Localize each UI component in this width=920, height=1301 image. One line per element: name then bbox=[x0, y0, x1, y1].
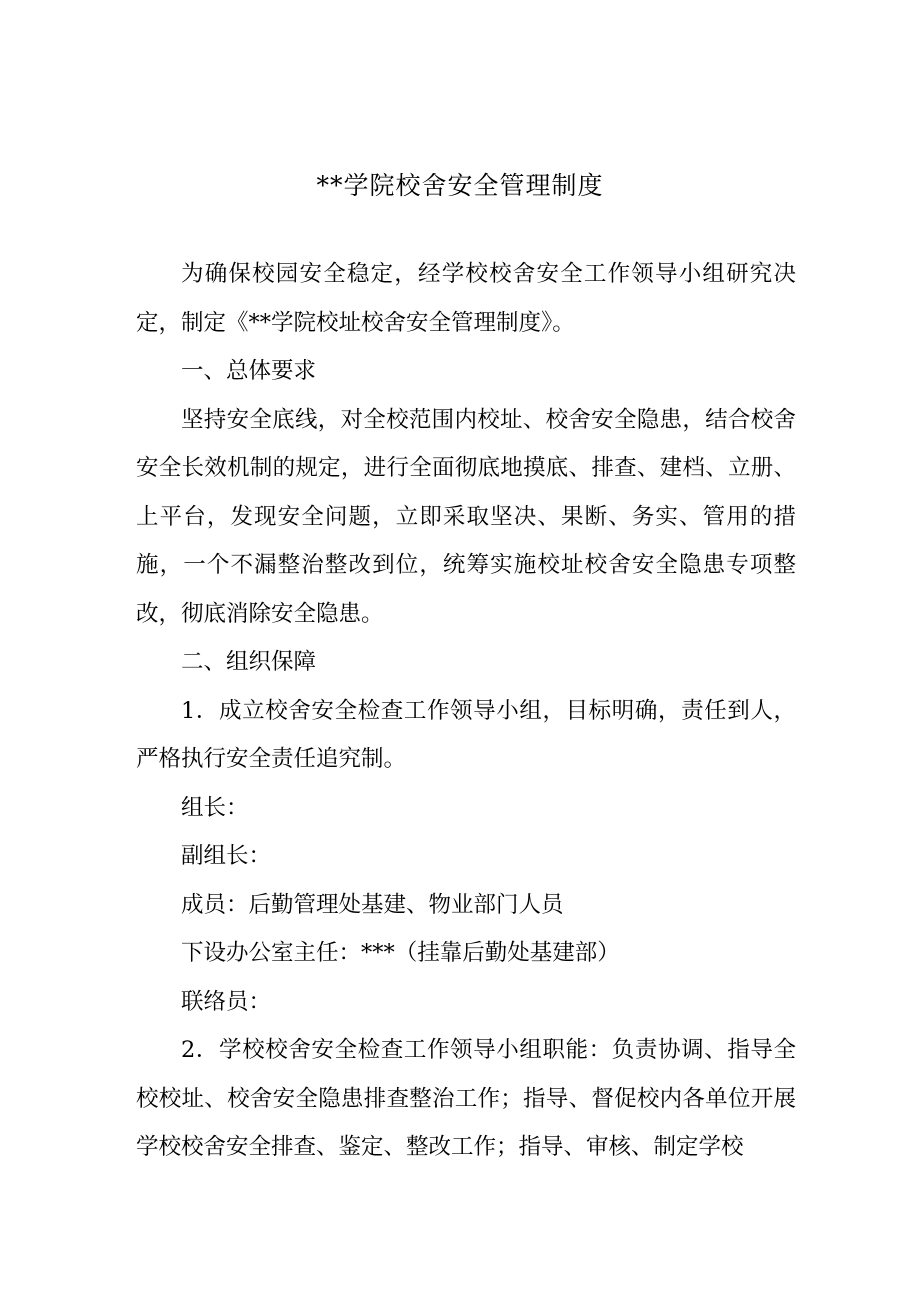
paragraph-liaison: 联络员： bbox=[181, 988, 272, 1015]
paragraph-leader: 组长： bbox=[181, 794, 249, 821]
section-heading-organization: 二、组织保障 bbox=[181, 649, 317, 675]
document-title: **学院校舍安全管理制度 bbox=[316, 171, 604, 200]
document-body bbox=[136, 250, 796, 1172]
paragraph-overall-requirements: 坚持安全底线，对全校范围内校址、校舍安全隐患，结合校舍安全长效机制的规定，进行全面彻底地摸底、排查、建档、立册、上平台，发现安全问题，立即采取坚决、果断、务实、管用的措施，一个不漏整治整改到位，统筹实施校址校舍安全隐患专项整改，彻底消除安全隐患。 bbox=[136, 406, 796, 627]
paragraph-deputy-leader: 副组长： bbox=[181, 843, 272, 869]
paragraph-office-director: 下设办公室主任：***（挂靠后勤处基建部） bbox=[181, 940, 620, 966]
paragraph-members: 成员：后勤管理处基建、物业部门人员 bbox=[181, 891, 564, 918]
paragraph-item-1: 1．成立校舍安全检查工作领导小组，目标明确，责任到人，严格执行安全责任追究制。 bbox=[136, 697, 796, 772]
paragraph-item-2: 2．学校校舍安全检查工作领导小组职能：负责协调、指导全校校址、校舍安全隐患排查整治工作；指导、督促校内各单位开展学校校舍安全排查、鉴定、整改工作；指导、审核、制定学校 bbox=[136, 1037, 796, 1160]
paragraph-intro: 为确保校园安全稳定，经学校校舍安全工作领导小组研究决定，制定《**学院校址校舍安全管理制度》。 bbox=[136, 261, 796, 336]
section-heading-overall-requirements: 一、总体要求 bbox=[181, 358, 317, 384]
